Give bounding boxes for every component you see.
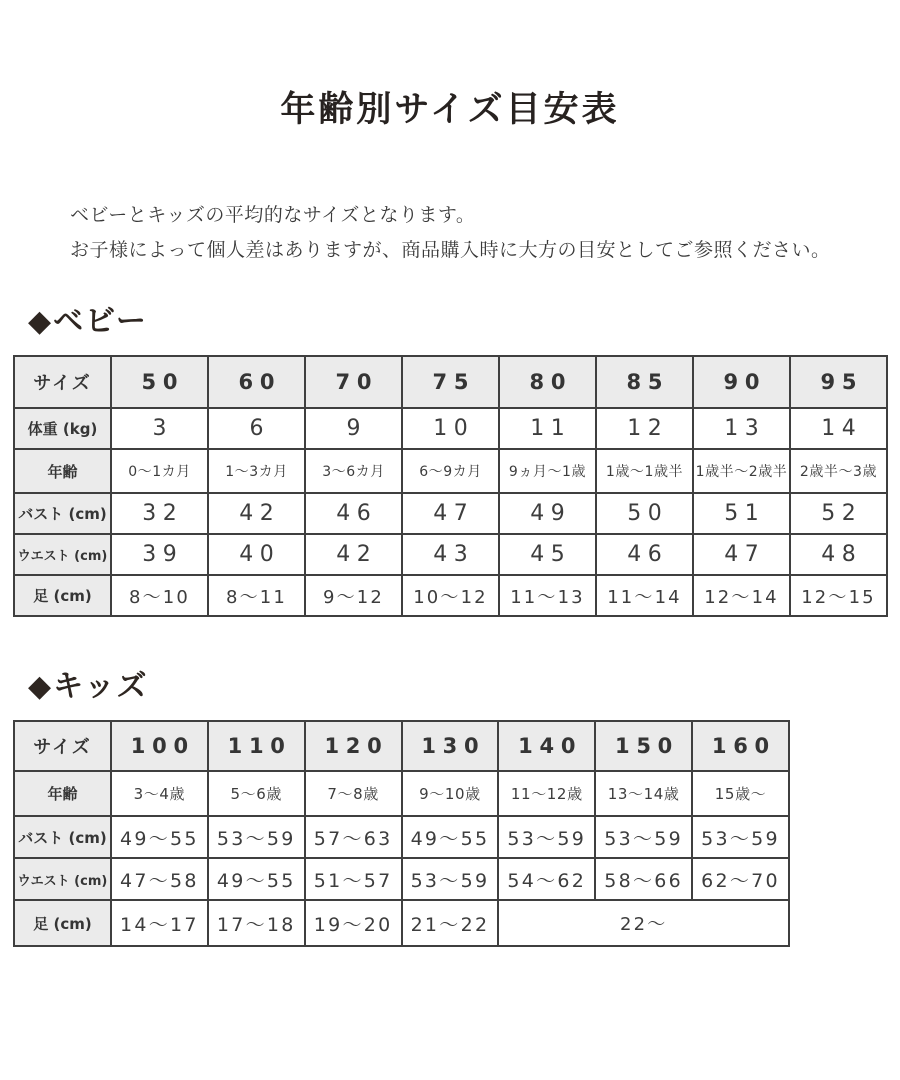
kids-bust-row bbox=[14, 816, 789, 858]
table-cell: 51〜57 bbox=[305, 858, 402, 900]
baby-size-95: 95 bbox=[790, 356, 887, 408]
table-cell: 11〜14 bbox=[596, 575, 693, 616]
table-cell: 45 bbox=[499, 534, 596, 575]
table-cell: 10 bbox=[402, 408, 499, 449]
table-cell: 14 bbox=[790, 408, 887, 449]
table-cell: 49 bbox=[499, 493, 596, 534]
table-cell: 5〜6歳 bbox=[208, 771, 305, 816]
kids-size-140: 140 bbox=[498, 721, 595, 771]
table-cell: 46 bbox=[305, 493, 402, 534]
table-cell: 11〜13 bbox=[499, 575, 596, 616]
table-cell: 40 bbox=[208, 534, 305, 575]
table-cell: 15歳〜 bbox=[692, 771, 789, 816]
table-cell: 9〜10歳 bbox=[402, 771, 499, 816]
kids-section-heading: ◆キッズ bbox=[28, 669, 149, 704]
table-cell: 1〜3カ月 bbox=[208, 449, 305, 493]
row-header-waist: ウエスト (cm) bbox=[14, 858, 111, 900]
table-cell: 42 bbox=[208, 493, 305, 534]
table-cell: 53〜59 bbox=[402, 858, 499, 900]
kids-size-110: 110 bbox=[208, 721, 305, 771]
table-cell: 8〜11 bbox=[208, 575, 305, 616]
table-cell: 12 bbox=[596, 408, 693, 449]
table-cell: 53〜59 bbox=[595, 816, 692, 858]
row-header-foot: 足 (cm) bbox=[14, 575, 111, 616]
table-cell: 3 bbox=[111, 408, 208, 449]
kids-age-row bbox=[14, 771, 789, 816]
table-cell: 0〜1カ月 bbox=[111, 449, 208, 493]
table-cell: 13〜14歳 bbox=[595, 771, 692, 816]
table-cell-merged: 22〜 bbox=[498, 900, 789, 946]
table-cell: 47 bbox=[693, 534, 790, 575]
table-cell: 1歳〜1歳半 bbox=[596, 449, 693, 493]
page-title: 年齢別サイズ目安表 bbox=[280, 90, 620, 130]
table-cell: 10〜12 bbox=[402, 575, 499, 616]
table-cell: 7〜8歳 bbox=[305, 771, 402, 816]
table-cell: 51 bbox=[693, 493, 790, 534]
table-cell: 17〜18 bbox=[208, 900, 305, 946]
table-cell: 48 bbox=[790, 534, 887, 575]
table-cell: 6 bbox=[208, 408, 305, 449]
baby-age-row bbox=[14, 449, 887, 493]
table-cell: 42 bbox=[305, 534, 402, 575]
table-cell: 46 bbox=[596, 534, 693, 575]
table-cell: 21〜22 bbox=[402, 900, 499, 946]
kids-size-120: 120 bbox=[305, 721, 402, 771]
baby-size-90: 90 bbox=[693, 356, 790, 408]
intro-line-1: ベビーとキッズの平均的なサイズとなります。 bbox=[70, 204, 476, 226]
table-cell: 9ヵ月〜1歳 bbox=[499, 449, 596, 493]
baby-size-75: 75 bbox=[402, 356, 499, 408]
row-header-weight: 体重 (kg) bbox=[14, 408, 111, 449]
table-cell: 3〜6カ月 bbox=[305, 449, 402, 493]
table-cell: 2歳半〜3歳 bbox=[790, 449, 887, 493]
kids-foot-row bbox=[14, 900, 789, 946]
row-header-waist: ウエスト (cm) bbox=[14, 534, 111, 575]
table-cell: 32 bbox=[111, 493, 208, 534]
table-cell: 3〜4歳 bbox=[111, 771, 208, 816]
baby-size-50: 50 bbox=[111, 356, 208, 408]
kids-size-130: 130 bbox=[402, 721, 499, 771]
baby-foot-row bbox=[14, 575, 887, 616]
table-cell: 57〜63 bbox=[305, 816, 402, 858]
table-cell: 47 bbox=[402, 493, 499, 534]
baby-size-70: 70 bbox=[305, 356, 402, 408]
baby-size-80: 80 bbox=[499, 356, 596, 408]
row-header-foot: 足 (cm) bbox=[14, 900, 111, 946]
baby-size-60: 60 bbox=[208, 356, 305, 408]
baby-section-heading: ◆ベビー bbox=[28, 304, 148, 339]
baby-size-header-label: サイズ bbox=[14, 356, 111, 408]
table-cell: 53〜59 bbox=[208, 816, 305, 858]
table-cell: 6〜9カ月 bbox=[402, 449, 499, 493]
row-header-bust: バスト (cm) bbox=[14, 816, 111, 858]
table-cell: 19〜20 bbox=[305, 900, 402, 946]
table-cell: 12〜14 bbox=[693, 575, 790, 616]
intro-text bbox=[70, 198, 900, 268]
table-cell: 53〜59 bbox=[498, 816, 595, 858]
baby-size-table bbox=[13, 355, 888, 617]
intro-line-2: お子様によって個人差はありますが、商品購入時に大方の目安としてご参照ください。 bbox=[70, 239, 831, 261]
table-cell: 62〜70 bbox=[692, 858, 789, 900]
baby-bust-row bbox=[14, 493, 887, 534]
kids-waist-row bbox=[14, 858, 789, 900]
kids-size-table bbox=[13, 720, 790, 947]
kids-size-160: 160 bbox=[692, 721, 789, 771]
kids-size-150: 150 bbox=[595, 721, 692, 771]
baby-weight-row bbox=[14, 408, 887, 449]
table-cell: 11 bbox=[499, 408, 596, 449]
kids-header-row bbox=[14, 721, 789, 771]
row-header-bust: バスト (cm) bbox=[14, 493, 111, 534]
kids-size-header-label: サイズ bbox=[14, 721, 111, 771]
table-cell: 54〜62 bbox=[498, 858, 595, 900]
table-cell: 39 bbox=[111, 534, 208, 575]
table-cell: 49〜55 bbox=[402, 816, 499, 858]
table-cell: 12〜15 bbox=[790, 575, 887, 616]
table-cell: 47〜58 bbox=[111, 858, 208, 900]
table-cell: 9 bbox=[305, 408, 402, 449]
table-cell: 43 bbox=[402, 534, 499, 575]
row-header-age: 年齢 bbox=[14, 771, 111, 816]
baby-size-85: 85 bbox=[596, 356, 693, 408]
table-cell: 50 bbox=[596, 493, 693, 534]
table-cell: 53〜59 bbox=[692, 816, 789, 858]
table-cell: 58〜66 bbox=[595, 858, 692, 900]
row-header-age: 年齢 bbox=[14, 449, 111, 493]
table-cell: 14〜17 bbox=[111, 900, 208, 946]
kids-size-100: 100 bbox=[111, 721, 208, 771]
table-cell: 13 bbox=[693, 408, 790, 449]
table-cell: 8〜10 bbox=[111, 575, 208, 616]
table-cell: 52 bbox=[790, 493, 887, 534]
baby-header-row bbox=[14, 356, 887, 408]
table-cell: 11〜12歳 bbox=[498, 771, 595, 816]
table-cell: 49〜55 bbox=[111, 816, 208, 858]
table-cell: 1歳半〜2歳半 bbox=[693, 449, 790, 493]
baby-waist-row bbox=[14, 534, 887, 575]
table-cell: 49〜55 bbox=[208, 858, 305, 900]
table-cell: 9〜12 bbox=[305, 575, 402, 616]
